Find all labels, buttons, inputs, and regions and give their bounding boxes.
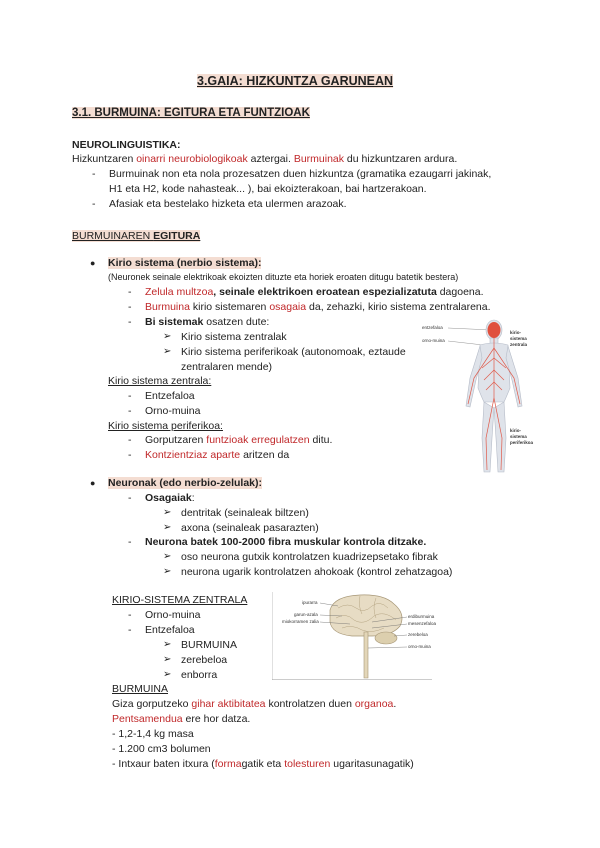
kontrol-item-2: neurona ugarik kontrolatzen ahokoak (kontrol zehatzagoa) [181,566,453,578]
kse-sub-1: BURMUINA [181,639,238,651]
osagaiak-label: Osagaiak: [145,492,195,504]
brain-icon [488,322,501,338]
svg-text:mesenzefaloa: mesenzefaloa [408,621,437,626]
dash: - [128,536,132,548]
perif-item-1: Gorputzaren funtzioak erregulatzen ditu. [145,434,333,446]
label-entzefaloa: entzefaloa [422,325,443,330]
kirio-arrow-1: Kirio sistema zentralak [181,331,287,343]
svg-text:erdiburmuina: erdiburmuina [408,614,435,619]
svg-text:garun-azala: garun-azala [294,612,318,617]
dash: - [92,198,96,210]
neuronak-title: Neuronak (edo nerbio-zelulak): [108,477,263,489]
dash: - [128,286,132,298]
kirio-arrow-2a: Kirio sistema periferikoak (autonomoak, eztaude [181,346,406,358]
label-zentrala-2: sistema [510,336,527,341]
neuro-line: Hizkuntzaren oinarri neurobiologikoak aztergai. Burmuinak du hizkuntzaren ardura. [72,153,458,165]
dash: - [92,168,96,180]
svg-text:ipurarra: ipurarra [302,600,318,605]
arrow-icon: ➢ [163,654,172,665]
arrow-icon: ➢ [163,566,172,577]
dash: - [128,449,132,461]
neuro-item-2: Afasiak eta bestelako hizketa eta ulermen arazoak. [109,198,347,210]
perif-item-2: Kontzientziaz aparte aritzen da [145,449,290,461]
label-periferikoa-3: periferikoa [510,440,534,445]
dash: - [128,609,132,621]
kontrol-item-1: oso neurona gutxik kontrolatzen kuadrizepsetako fibrak [181,551,438,563]
neuro-heading: NEUROLINGUISTIKA: [72,139,181,151]
burmuina-line-4: - 1.200 cm3 bolumen [112,743,211,755]
arrow-icon: ➢ [163,507,172,518]
kirio-note: (Neuronek seinale elektrikoak ekoizten dituzte eta horiek eroaten ditugu batetik bestera) [108,272,459,282]
dash: - [128,624,132,636]
dash: - [128,492,132,504]
kirio-item-2: Burmuina kirio sistemaren osagaia da, zehazki, kirio sistema zentralarena. [145,301,491,313]
arrow-icon: ➢ [163,669,172,680]
kse-sub-3: enborra [181,669,218,681]
label-periferikoa-2: sistema [510,434,527,439]
kse-item-2: Entzefaloa [145,624,195,636]
arrow-icon: ➢ [163,639,172,650]
section-title: 3.1. BURMUINA: EGITURA ETA FUNTZIOAK [72,107,310,119]
zentral-item-2: Orno-muina [145,405,201,417]
arrow-icon: ➢ [163,346,172,357]
burmuina-line-3: - 1,2-1,4 kg masa [112,728,194,740]
burmuina-line-5: - Intxaur baten itxura (formagatik eta tolesturen ugaritasunagatik) [112,758,414,770]
svg-text:orno-muina: orno-muina [408,644,431,649]
dash: - [128,301,132,313]
nervous-system-figure [418,318,536,476]
arrow-icon: ➢ [163,551,172,562]
kirio-arrow-2b: zentralaren mende) [181,361,273,373]
neuro-item-1b: H1 eta H2, kode nahasteak... ), bai ekoizterakoan, bai hartzerakoan. [109,183,427,195]
dash: - [128,434,132,446]
arrow-icon: ➢ [163,331,172,342]
cerebrum-shape [330,595,402,636]
kse-item-1: Orno-muina [145,609,201,621]
kontrol-line: Neurona batek 100-2000 fibra muskular kontrola ditzake. [145,536,427,548]
kse-sub-2: zerebeloa [181,654,228,666]
perif-heading: Kirio sistema periferikoa: [108,420,223,432]
burmuina-line-1: Giza gorputzeko gihar aktibitatea kontrolatzen duen organoa. [112,698,397,710]
burmuina-heading: BURMUINA [112,683,169,695]
brain-figure [272,592,442,680]
dash: - [128,316,132,328]
kse-heading: KIRIO-SISTEMA ZENTRALA [112,594,248,606]
label-ornomuina: orno-muina [422,338,445,343]
kirio-item-3: Bi sistemak osatzen dute: [145,316,270,328]
dash: - [128,390,132,402]
dash: - [128,405,132,417]
page-title: 3.GAIA: HIZKUNTZA GARUNEAN [197,74,394,88]
label-periferikoa-1: kirio- [510,428,522,433]
bullet-icon: ● [90,258,96,268]
cerebellum-shape [375,632,397,644]
neuro-item-1a: Burmuinak non eta nola prozesatzen duen hizkuntza (gramatika ezaugarri jakinak, [109,168,492,180]
svg-text:zerebeloa: zerebeloa [408,632,428,637]
label-zentrala-3: zentrala [510,342,528,347]
spinal-cord-shape [364,632,368,678]
kirio-item-1: Zelula multzoa, seinale elektrikoen eroatean espezializatuta dagoena. [145,286,484,298]
osagaiak-item-2: axona (seinaleak pasarazten) [181,522,319,534]
arrow-icon: ➢ [163,522,172,533]
bullet-icon: ● [90,478,96,488]
kirio-title: Kirio sistema (nerbio sistema): [108,257,262,269]
burmuina-line-2: Pentsamendua ere hor datza. [112,713,251,725]
label-zentrala-1: kirio- [510,330,522,335]
svg-text:miokorramen zalia: miokorramen zalia [282,619,319,624]
zentral-item-1: Entzefaloa [145,390,195,402]
osagaiak-item-1: dentritak (seinaleak biltzen) [181,507,309,519]
egitura-heading: BURMUINAREN EGITURA [72,230,201,242]
zentral-heading: Kirio sistema zentrala: [108,375,212,387]
